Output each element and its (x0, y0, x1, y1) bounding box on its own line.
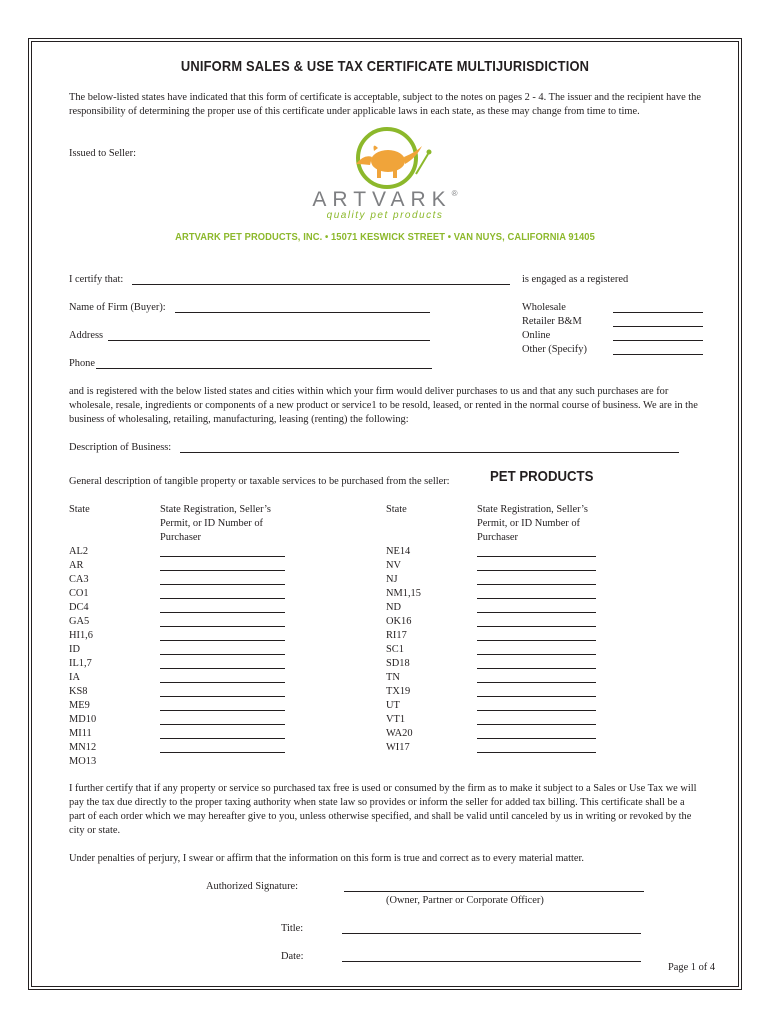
signature-line[interactable] (344, 891, 644, 892)
general-description-label: General description of tangible property or taxable services to be purchased from the seller: (69, 476, 450, 487)
registration-number-line[interactable] (160, 682, 285, 683)
state-code-right: SC1 (386, 644, 404, 655)
state-code-left: DC4 (69, 602, 89, 613)
brand-name (0, 188, 770, 212)
state-code-right: UT (386, 700, 400, 711)
state-code-right: NV (386, 560, 402, 571)
title-line[interactable] (342, 933, 641, 934)
registration-number-line[interactable] (477, 570, 596, 571)
registration-number-line[interactable] (160, 626, 285, 627)
registration-number-line[interactable] (160, 738, 285, 739)
state-code-left: MI11 (69, 728, 92, 739)
registration-number-line[interactable] (160, 556, 285, 557)
firm-label: Name of Firm (Buyer): (69, 302, 166, 313)
registration-number-line[interactable] (477, 654, 596, 655)
state-code-right: SD18 (386, 658, 410, 669)
registration-number-line[interactable] (160, 696, 285, 697)
reg-header-right-2: Permit, or ID Number of (477, 518, 581, 529)
state-code-right: VT1 (386, 714, 406, 725)
registration-number-line[interactable] (477, 710, 596, 711)
date-line[interactable] (342, 961, 641, 962)
reg-header-left-3: Purchaser (160, 532, 201, 543)
state-code-right: NM1,15 (386, 588, 421, 599)
state-code-right: WA20 (386, 728, 413, 739)
registration-number-line[interactable] (477, 682, 596, 683)
reg-header-right-1: State Registration, Seller’s (477, 504, 588, 515)
registration-number-line[interactable] (160, 570, 285, 571)
state-code-right: OK16 (386, 616, 412, 627)
issued-to-label: Issued to Seller: (69, 148, 136, 159)
registration-number-line[interactable] (160, 612, 285, 613)
state-code-left: HI1,6 (69, 630, 93, 641)
state-header-right: State (386, 504, 407, 515)
business-type-online: Online (522, 330, 551, 341)
registration-number-line[interactable] (477, 598, 596, 599)
registered-paragraph: and is registered with the below listed states and cities within which your firm would deliver purchases to us and that any such purchases are for wholesale, resale, ingredients or components of a new product or service1 to be resold, leased, or rented in the normal course of business. We are in the business of wholesaling, retailing, manufacturing, leasing (renting) the following: (69, 386, 698, 425)
signature-caption: (Owner, Partner or Corporate Officer) (386, 895, 544, 906)
registration-number-line[interactable] (160, 598, 285, 599)
registration-number-line[interactable] (477, 612, 596, 613)
seller-address: ARTVARK PET PRODUCTS, INC. • 15071 KESWICK STREET • VAN NUYS, CALIFORNIA 91405 (175, 232, 595, 243)
registration-number-line[interactable] (160, 668, 285, 669)
other-line[interactable] (613, 354, 703, 355)
registration-number-line[interactable] (477, 556, 596, 557)
certify-line[interactable] (132, 284, 510, 285)
engaged-label: is engaged as a registered (522, 274, 629, 285)
address-line[interactable] (108, 340, 430, 341)
further-certify-paragraph: I further certify that if any property or service so purchased tax free is used or consumed by the firm as to make it subject to a Sales or Use Tax we will pay the tax due directly to the proper taxing authority when state law so provides or inform the seller for added tax billing. This certificate shall be a part of each order which we may hereafter give to you, unless otherwise specified, and shall be valid until canceled by us in writing or revoked by the city or state. (69, 783, 697, 836)
date-label: Date: (281, 951, 304, 962)
registration-number-line[interactable] (160, 724, 285, 725)
state-code-left: IA (69, 672, 80, 683)
page-number: Page 1 of 4 (668, 962, 716, 973)
state-code-left: ID (69, 644, 80, 655)
state-code-left: CO1 (69, 588, 89, 599)
state-code-left: AR (69, 560, 84, 571)
state-code-left: IL1,7 (69, 658, 92, 669)
phone-line[interactable] (96, 368, 432, 369)
intro-paragraph: The below-listed states have indicated that this form of certificate is acceptable, subject to the notes on pages 2 - 4. The issuer and the recipient have the responsibility of determining the proper use of this certificate under applicable laws in each state, as these may change from time to time. (69, 92, 701, 117)
state-header-left: State (69, 504, 90, 515)
brand-tagline: quality pet products (326, 210, 444, 221)
state-code-left: ME9 (69, 700, 90, 711)
business-type-wholesale: Wholesale (522, 302, 566, 313)
state-code-right: TX19 (386, 686, 411, 697)
registration-number-line[interactable] (160, 752, 285, 753)
perjury-paragraph: Under penalties of perjury, I swear or affirm that the information on this form is true and correct as to every material matter. (69, 853, 585, 864)
registration-number-line[interactable] (477, 738, 596, 739)
registration-number-line[interactable] (160, 640, 285, 641)
business-type-other: Other (Specify) (522, 344, 587, 355)
reg-header-left-2: Permit, or ID Number of (160, 518, 264, 529)
state-code-right: NE14 (386, 546, 411, 557)
registration-number-line[interactable] (160, 584, 285, 585)
aardvark-logo-icon (350, 124, 434, 192)
general-description-value: PET PRODUCTS (490, 468, 594, 485)
business-type-retailer: Retailer B&M (522, 316, 582, 327)
retailer-line[interactable] (613, 326, 703, 327)
registered-mark: ® (451, 189, 458, 198)
registration-number-line[interactable] (477, 584, 596, 585)
registration-number-line[interactable] (477, 626, 596, 627)
description-label: Description of Business: (69, 442, 172, 453)
brand-text: ARTVARK (312, 188, 452, 211)
reg-header-right-3: Purchaser (477, 532, 518, 543)
registration-number-line[interactable] (477, 696, 596, 697)
state-code-left: MD10 (69, 714, 97, 725)
reg-header-left-1: State Registration, Seller’s (160, 504, 271, 515)
state-code-left: MO13 (69, 756, 97, 767)
state-code-right: ND (386, 602, 402, 613)
registration-number-line[interactable] (477, 668, 596, 669)
registration-number-line[interactable] (477, 640, 596, 641)
title-label: Title: (281, 923, 304, 934)
registration-number-line[interactable] (477, 724, 596, 725)
state-code-left: KS8 (69, 686, 88, 697)
state-code-left: GA5 (69, 616, 90, 627)
description-line[interactable] (180, 452, 679, 453)
signature-label: Authorized Signature: (206, 881, 299, 892)
state-code-left: CA3 (69, 574, 89, 585)
state-code-left: MN12 (69, 742, 97, 753)
firm-line[interactable] (175, 312, 430, 313)
document-title: UNIFORM SALES & USE TAX CERTIFICATE MULTIJURISDICTION (180, 58, 590, 75)
wholesale-line[interactable] (613, 312, 703, 313)
registration-number-line[interactable] (160, 710, 285, 711)
registration-number-line[interactable] (160, 654, 285, 655)
state-code-left: AL2 (69, 546, 89, 557)
state-code-right: TN (386, 672, 400, 683)
state-code-right: NJ (386, 574, 398, 585)
certify-label: I certify that: (69, 274, 124, 285)
state-code-right: RI17 (386, 630, 407, 641)
phone-label: Phone (69, 358, 95, 369)
registration-number-line[interactable] (477, 752, 596, 753)
address-label: Address (69, 330, 104, 341)
online-line[interactable] (613, 340, 703, 341)
state-code-right: WI17 (386, 742, 410, 753)
